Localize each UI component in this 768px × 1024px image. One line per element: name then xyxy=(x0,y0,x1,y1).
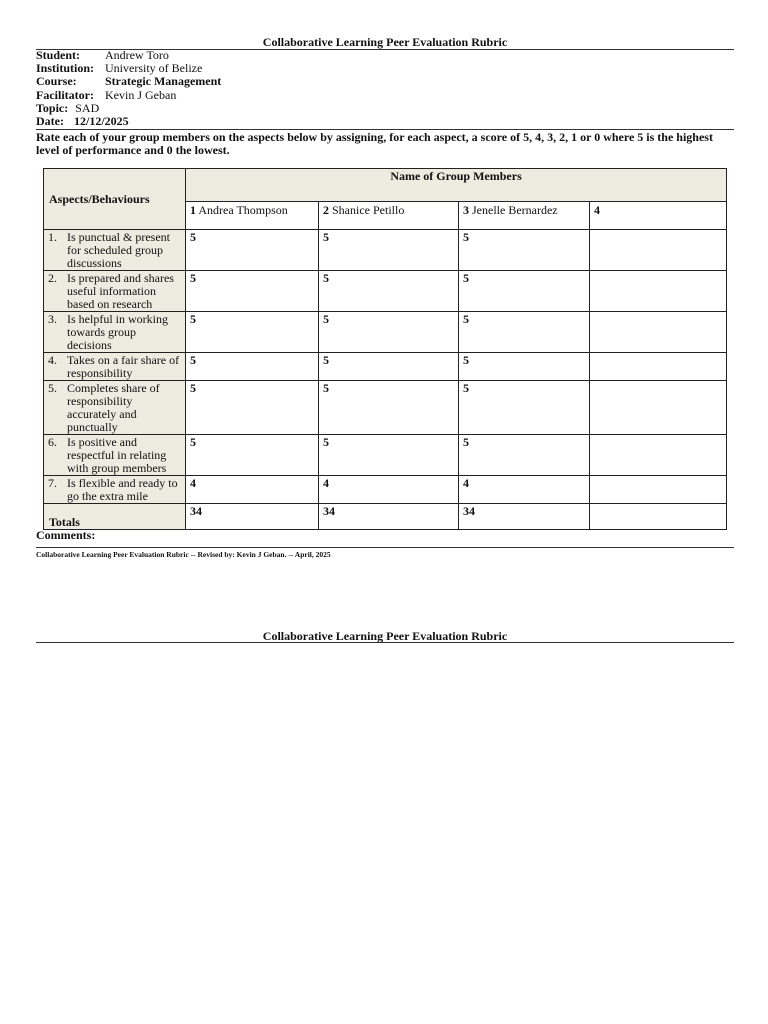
score-cell xyxy=(590,353,727,381)
member-name: Jenelle Bernardez xyxy=(472,203,558,217)
member-header-3 xyxy=(459,202,590,230)
score-cell: 4 xyxy=(319,476,459,504)
score-cell: 5 xyxy=(319,230,459,271)
student-label: Student: xyxy=(36,48,81,62)
footer-divider xyxy=(36,547,734,548)
aspects-header: Aspects/Behaviours xyxy=(44,169,186,230)
aspect-number: 2. xyxy=(48,271,57,285)
score-cell: 5 xyxy=(186,435,319,476)
member-header-4 xyxy=(590,202,727,230)
institution-label: Institution: xyxy=(36,61,95,76)
score-cell: 5 xyxy=(459,271,590,312)
score-cell: 5 xyxy=(459,435,590,476)
total-cell: 34 xyxy=(459,504,590,530)
aspect-text: Is flexible and ready to go the extra mile xyxy=(67,476,178,503)
score-cell xyxy=(590,381,727,435)
aspect-cell xyxy=(44,312,186,353)
score-cell: 5 xyxy=(186,230,319,271)
aspect-row xyxy=(44,435,727,476)
aspect-row xyxy=(44,353,727,381)
aspect-row xyxy=(44,271,727,312)
group-members-header: Name of Group Members xyxy=(186,169,727,202)
aspect-cell xyxy=(44,353,186,381)
member-number: 2 xyxy=(323,203,329,217)
instructions: Rate each of your group members on the aspects below by assigning, for each aspect, a score of 5, 4, 3, 2, 1 or 0 where 5 is the highest level of performance and 0 the lowest. xyxy=(36,130,713,157)
page2-title: Collaborative Learning Peer Evaluation Rubric xyxy=(262,629,508,643)
score-cell: 5 xyxy=(459,230,590,271)
aspect-text: Takes on a fair share of responsibility xyxy=(67,353,180,380)
total-cell: 34 xyxy=(186,504,319,530)
score-cell: 5 xyxy=(319,381,459,435)
aspect-number: 1. xyxy=(48,230,57,244)
rubric-table xyxy=(43,168,727,530)
score-cell: 5 xyxy=(319,312,459,353)
member-name: Andrea Thompson xyxy=(198,203,288,217)
score-cell xyxy=(590,435,727,476)
score-cell: 4 xyxy=(186,476,319,504)
score-cell: 4 xyxy=(459,476,590,504)
date-label: Date: xyxy=(36,114,64,129)
aspect-cell xyxy=(44,435,186,476)
student-info xyxy=(36,49,221,128)
page2-divider xyxy=(36,642,734,643)
aspect-number: 3. xyxy=(48,312,57,326)
course-label: Course: xyxy=(36,74,77,89)
aspect-text: Is positive and respectful in relating with group members xyxy=(67,435,167,475)
facilitator-value: Kevin J Geban xyxy=(105,87,177,102)
course-value: Strategic Management xyxy=(105,74,222,89)
total-cell xyxy=(590,504,727,530)
aspect-row xyxy=(44,312,727,353)
aspect-row xyxy=(44,230,727,271)
aspect-text: Is helpful in working towards group decisions xyxy=(67,312,168,352)
score-cell: 5 xyxy=(319,435,459,476)
totals-label: Totals xyxy=(44,504,186,530)
total-cell: 34 xyxy=(319,504,459,530)
score-cell xyxy=(590,476,727,504)
aspect-number: 4. xyxy=(48,353,57,367)
aspect-number: 7. xyxy=(48,476,57,490)
score-cell: 5 xyxy=(459,353,590,381)
footer-note: Collaborative Learning Peer Evaluation Rubric -- Revised by: Kevin J Geban. -- April, 2025 xyxy=(36,550,331,559)
aspect-text: Completes share of responsibility accurately and punctually xyxy=(67,381,160,434)
student-value: Andrew Toro xyxy=(105,48,169,62)
score-cell: 5 xyxy=(459,312,590,353)
member-number: 4 xyxy=(594,203,600,217)
aspect-cell xyxy=(44,230,186,271)
score-cell: 5 xyxy=(319,271,459,312)
member-header-1 xyxy=(186,202,319,230)
facilitator-label: Facilitator: xyxy=(36,87,94,102)
topic-value: SAD xyxy=(75,100,100,115)
aspect-text: Is prepared and shares useful information based on research xyxy=(67,271,174,311)
date-row xyxy=(36,115,221,128)
comments-label: Comments: xyxy=(36,528,96,542)
aspect-number: 5. xyxy=(48,381,57,395)
facilitator-row xyxy=(36,89,221,102)
member-name: Shanice Petillo xyxy=(332,203,405,217)
score-cell: 5 xyxy=(186,381,319,435)
member-header-2 xyxy=(319,202,459,230)
member-number: 3 xyxy=(463,203,469,217)
score-cell: 5 xyxy=(459,381,590,435)
score-cell xyxy=(590,230,727,271)
institution-value: University of Belize xyxy=(105,61,203,76)
aspect-cell xyxy=(44,476,186,504)
score-cell: 5 xyxy=(319,353,459,381)
member-number: 1 xyxy=(190,203,196,217)
course-row xyxy=(36,75,221,88)
aspect-number: 6. xyxy=(48,435,57,449)
score-cell: 5 xyxy=(186,271,319,312)
aspect-cell xyxy=(44,271,186,312)
score-cell: 5 xyxy=(186,353,319,381)
topic-label: Topic: xyxy=(36,100,69,115)
score-cell: 5 xyxy=(186,312,319,353)
page-title: Collaborative Learning Peer Evaluation Rubric xyxy=(262,35,508,49)
score-cell xyxy=(590,271,727,312)
date-value: 12/12/2025 xyxy=(73,114,129,129)
aspect-text: Is punctual & present for scheduled group discussions xyxy=(67,230,170,270)
aspect-cell xyxy=(44,381,186,435)
aspect-row xyxy=(44,381,727,435)
score-cell xyxy=(590,312,727,353)
aspect-row xyxy=(44,476,727,504)
